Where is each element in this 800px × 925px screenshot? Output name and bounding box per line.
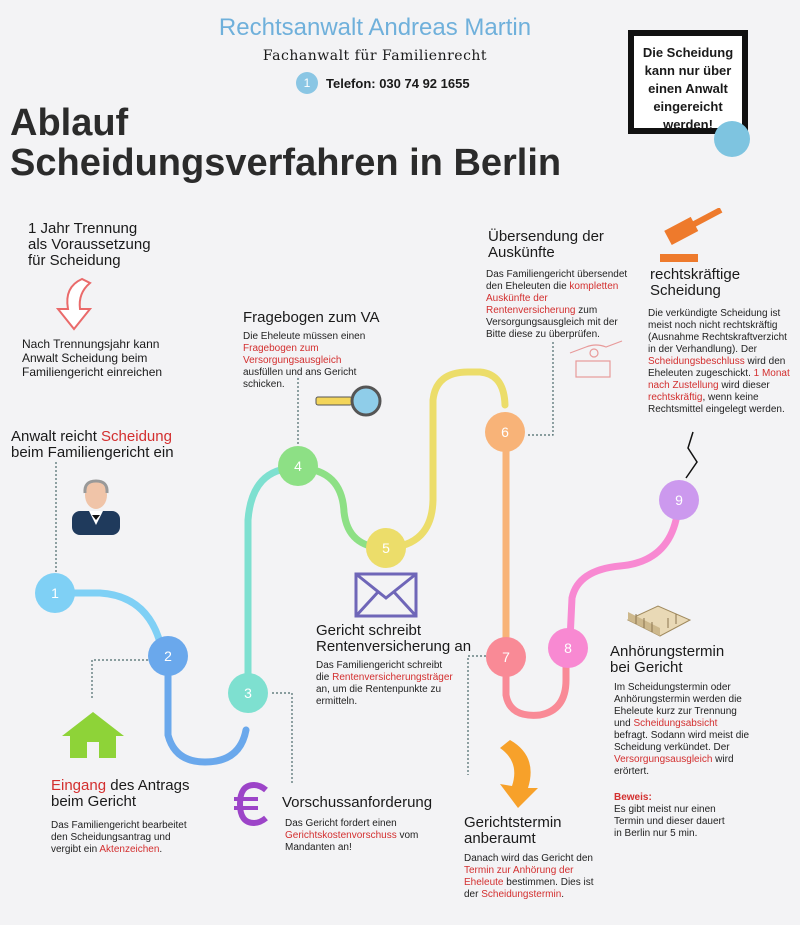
- connector-9: [686, 432, 697, 478]
- step-2-text-red: Aktenzeichen: [99, 844, 160, 855]
- step-7-text: [464, 853, 596, 901]
- connector-6: [528, 340, 553, 435]
- step-5-text-red: Rentenversicherungsträger: [332, 672, 453, 683]
- courthouse-icon: [624, 598, 694, 638]
- envelope-icon: [354, 572, 418, 618]
- step-6-circle[interactable]: 6: [485, 412, 525, 452]
- step-6-text-post: zum Versorgungsausgleich mit der Bitte diese zu überprüfen.: [486, 305, 618, 340]
- step-7-text-pre: Danach wird das Gericht den: [464, 853, 593, 864]
- step-7-text-post: .: [561, 889, 565, 900]
- step-8-heading: Anhörungstermin bei Gericht: [610, 643, 725, 676]
- step-2-text-pre: Das Familiengericht bearbeitet den Scheidungsantrag und vergibt ein: [51, 820, 187, 855]
- title-line-2: Scheidungsverfahren in Berlin: [10, 142, 562, 184]
- step-8-beweis-text: Es gibt meist nur einen Termin und dieser dauert in Berlin nur 5 min.: [614, 804, 725, 839]
- step-5-heading: Gericht schreibt Rentenversicherung an: [316, 622, 472, 655]
- step-9-text-post: , wenn keine Rechtsmittel eingelegt werden.: [648, 392, 785, 415]
- specialty-subtitle: Fachanwalt für Familienrecht: [262, 48, 488, 64]
- step-2-text: [51, 820, 201, 856]
- step-9-text-red: Scheidungsbeschluss: [648, 356, 745, 367]
- connector-7: [468, 656, 486, 775]
- step-4-text-pre: Die Eheleute müssen einen: [243, 331, 366, 342]
- step-8-circle[interactable]: 8: [548, 628, 588, 668]
- step-7-text-red2: Scheidungstermin: [481, 889, 562, 900]
- step-3-text: [285, 818, 420, 854]
- path-seg-2-3: [168, 660, 246, 762]
- step-5-text-pre: Das Familiengericht schreibt die: [316, 660, 443, 683]
- step-5-text: [316, 660, 456, 708]
- step-4-text: [243, 331, 383, 391]
- phone-number[interactable]: Telefon: 030 74 92 1655: [326, 75, 470, 91]
- step-7-text-mid: bestimmen. Dies ist der: [464, 877, 594, 900]
- step-9-text: [648, 308, 790, 416]
- step-3-text-post: vom Mandanten an!: [285, 830, 419, 853]
- curved-arrow-down-icon: [50, 275, 96, 333]
- step-6-heading: Übersendung der Auskünfte: [488, 228, 604, 261]
- lawyer-name: Rechtsanwalt Andreas Martin: [218, 14, 532, 41]
- path-seg-3-4: [248, 468, 296, 690]
- step-9-text-mid2: wird dieser: [718, 380, 770, 391]
- step-2-circle[interactable]: 2: [148, 636, 188, 676]
- step-2-heading: [51, 778, 211, 810]
- step-6-text: [486, 269, 628, 341]
- step-9-text-pre: Die verkündigte Scheidung ist meist noch nicht rechtskräftig (Ausnahme Rechtskraftverzicht in der Verhandlung). Der: [648, 308, 787, 355]
- step-2-text-post: .: [159, 844, 163, 855]
- step-9-text-red2: 1 Monat nach Zustellung: [648, 368, 790, 391]
- step-8-beweis: [614, 792, 732, 840]
- step-2-heading-red: Eingang: [51, 777, 107, 794]
- step-5-text-post: an, um die Rentenpunkte zu ermitteln.: [316, 684, 442, 707]
- step-6-text-pre: Das Familiengericht übersendet den Eheleuten die: [486, 269, 628, 292]
- step-1-heading-red: Scheidung: [101, 428, 172, 445]
- step-4-text-post: ausfüllen und ans Gericht schicken.: [243, 367, 357, 390]
- euro-icon: [234, 782, 272, 826]
- step-7-text-red: Termin zur Anhörung der Eheleute: [464, 865, 574, 888]
- step-9-text-red3: rechtskräftig: [648, 392, 703, 403]
- step-3-heading: Vorschussanforderung: [282, 794, 433, 811]
- step-7-heading: Gerichtstermin anberaumt: [464, 814, 562, 847]
- step-2-heading-post: des Antrags beim Gericht: [51, 777, 190, 810]
- step-3-text-pre: Das Gericht fordert einen: [285, 818, 397, 829]
- connector-3: [272, 693, 292, 783]
- title-line-1: Ablauf: [10, 102, 129, 144]
- step-7-circle[interactable]: 7: [486, 637, 526, 677]
- step-8-text-post: wird erörtert.: [614, 754, 734, 777]
- connector-2: [92, 660, 148, 700]
- step-1-heading: [11, 429, 211, 461]
- step-8-text-red: Scheidungsabsicht: [633, 718, 718, 729]
- magnifier-icon: [314, 383, 384, 417]
- path-seg-5-6: [386, 372, 505, 548]
- step-8-text-pre: Im Scheidungstermin oder Anhörungstermin werden die Eheleute kurz zur Trennung und: [614, 682, 742, 729]
- gavel-icon: [658, 208, 730, 266]
- step-8-text: [614, 682, 754, 778]
- step-3-text-red: Gerichtskostenvorschuss: [285, 830, 397, 841]
- step-4-text-red: Fragebogen zum Versorgungsausgleich: [243, 343, 342, 366]
- step-6-text-red: kompletten Auskünfte der Rentenversicherung: [486, 281, 619, 316]
- trennung-heading: 1 Jahr Trennung als Voraussetzung für Scheidung: [28, 220, 151, 269]
- step-8-text-mid: befragt. Sodann wird meist die Scheidung verkündet. Der: [614, 730, 750, 753]
- step-4-circle[interactable]: 4: [278, 446, 318, 486]
- step-9-heading: rechtskräftige Scheidung: [650, 266, 741, 299]
- step-3-circle[interactable]: 3: [228, 673, 268, 713]
- step-9-text-mid: wird den Eheleuten zugeschickt.: [648, 356, 786, 379]
- orange-curved-arrow-icon: [494, 738, 542, 810]
- step-8-text-red2: Versorgungsausgleich: [614, 754, 713, 765]
- step-4-heading: Fragebogen zum VA: [243, 309, 380, 326]
- hand-document-icon: [566, 333, 626, 379]
- step-1-heading-pre: Anwalt reicht: [11, 428, 102, 445]
- step-5-circle[interactable]: 5: [366, 528, 406, 568]
- phone-icon: 1: [296, 72, 318, 94]
- notice-text: Die Scheidung kann nur über einen Anwalt eingereicht werden!: [642, 45, 734, 132]
- trennung-text: Nach Trennungsjahr kann Anwalt Scheidung beim Familiengericht einreichen: [22, 337, 163, 379]
- house-icon: [60, 710, 126, 760]
- step-8-beweis-label: Beweis:: [614, 792, 652, 803]
- step-9-circle[interactable]: 9: [659, 480, 699, 520]
- step-1-circle[interactable]: 1: [35, 573, 75, 613]
- step-1-heading-post: beim Familiengericht ein: [11, 444, 174, 461]
- lawyer-icon: [68, 475, 124, 535]
